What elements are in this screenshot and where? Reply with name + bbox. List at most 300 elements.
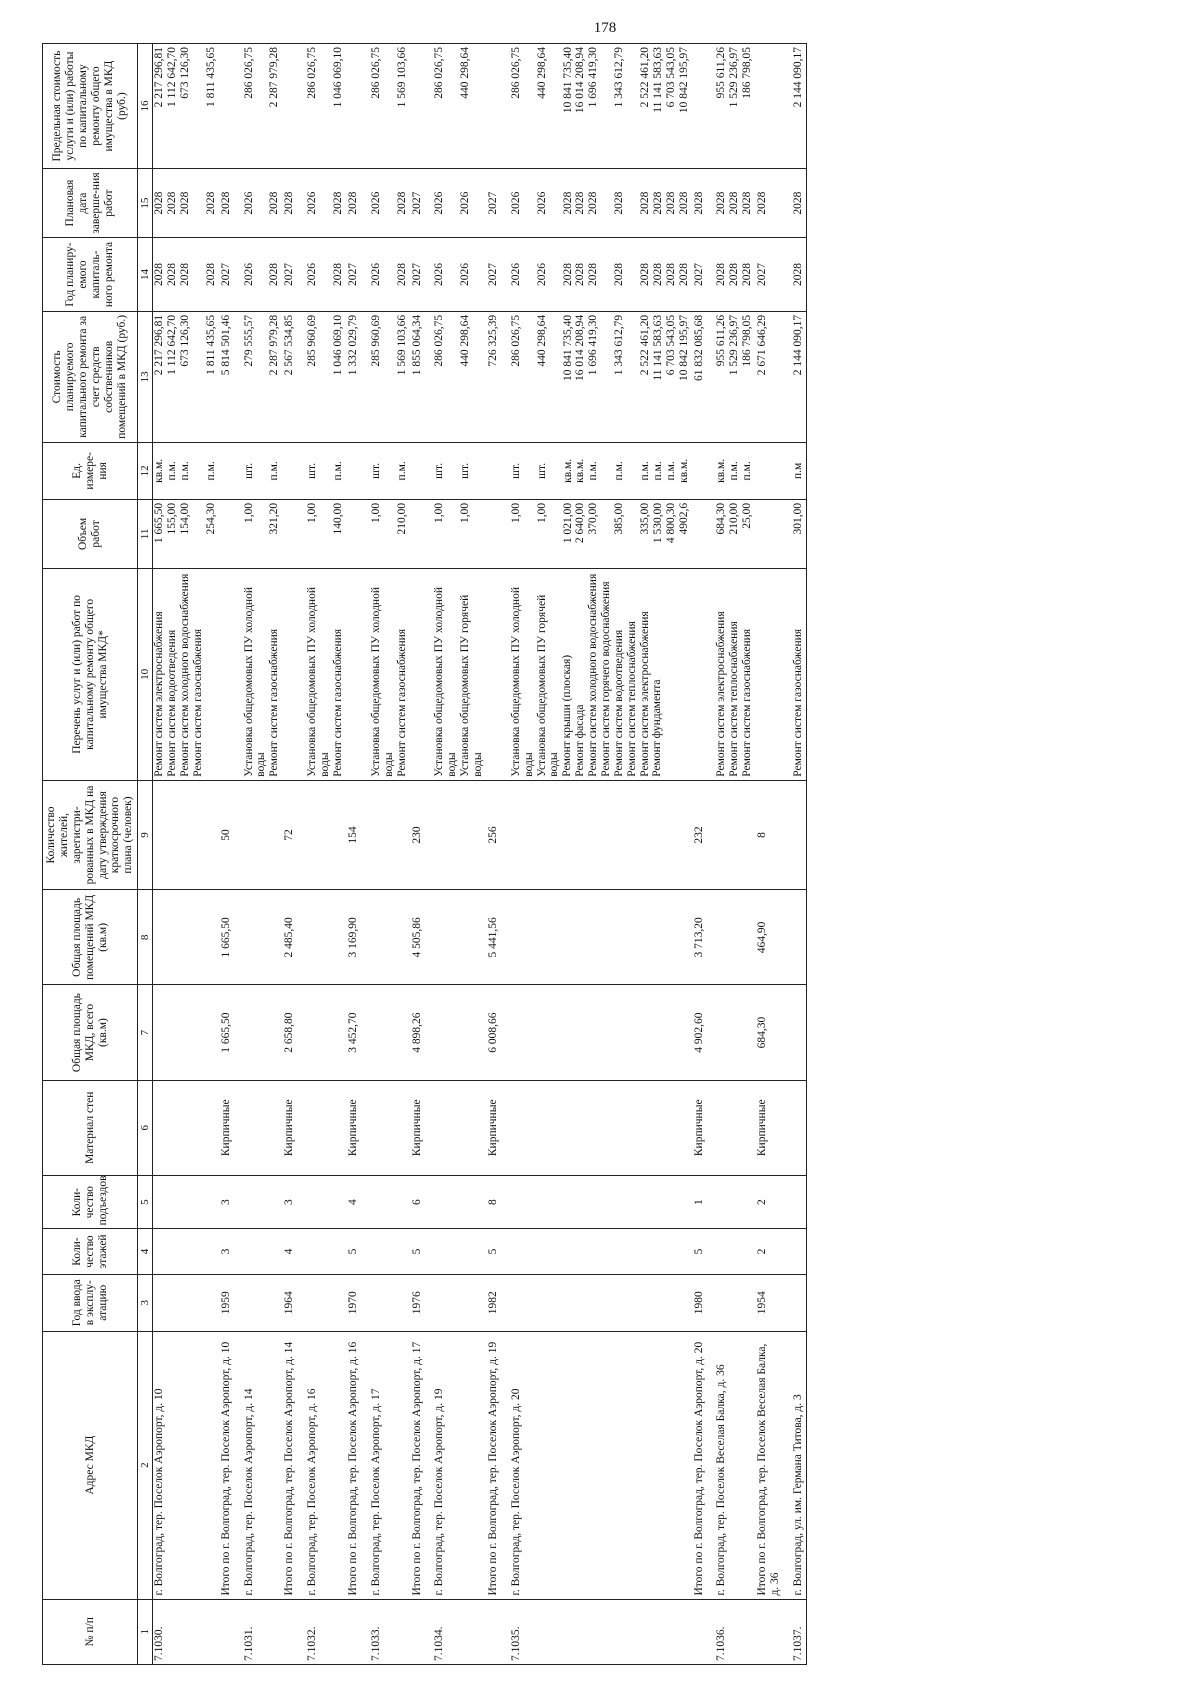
cell-line: шт. xyxy=(306,462,319,479)
cell-c15 xyxy=(433,169,486,238)
cell-c16 xyxy=(306,44,346,169)
column-number-row xyxy=(138,44,153,1665)
cell-line: 2028 xyxy=(791,263,804,286)
cell-line: шт. xyxy=(369,462,382,479)
cell-c6 xyxy=(792,1080,806,1175)
cell-c1: 7.1034. xyxy=(433,1599,486,1664)
cell-line: 2028 xyxy=(664,191,677,215)
cell-c15 xyxy=(370,169,410,238)
cell-line: 955 611,26 xyxy=(715,47,728,99)
cell-line: 2027 xyxy=(486,191,499,215)
column-number: 1 xyxy=(138,1599,153,1664)
column-header: Адрес МКД xyxy=(43,1331,138,1599)
column-number: 6 xyxy=(138,1080,153,1175)
cell-c6: Кирпичные xyxy=(692,1080,716,1175)
cell-c15 xyxy=(306,169,346,238)
cell-line: 1 811 435,65 xyxy=(204,47,217,107)
cell-line: п.м. xyxy=(178,461,191,481)
cell-c6: Кирпичные xyxy=(486,1080,510,1175)
cell-c15 xyxy=(510,169,692,238)
cell-c9: 50 xyxy=(219,780,243,889)
cell-c5 xyxy=(153,1175,219,1229)
cell-c7 xyxy=(370,985,410,1080)
cell-c13 xyxy=(715,311,755,442)
cell-line: п.м. xyxy=(395,461,408,481)
column-number: 4 xyxy=(138,1229,153,1274)
cell-c2: Итого по г. Волгоград, тер. Поселок Веселая Балка, д. 36 xyxy=(755,1331,792,1599)
column-header: Объем работ xyxy=(43,499,138,568)
cell-c4 xyxy=(510,1229,692,1274)
cell-c14 xyxy=(692,238,716,312)
cell-c16 xyxy=(715,44,755,169)
cell-c4: 5 xyxy=(692,1229,716,1274)
cell-c8 xyxy=(510,890,692,985)
cell-line: 2027 xyxy=(410,263,423,286)
cell-c16 xyxy=(792,44,806,169)
cell-line: Ремонт систем газоснабжения xyxy=(268,628,281,777)
total-row xyxy=(346,44,370,1665)
cell-c1: 7.1033. xyxy=(370,1599,410,1664)
cell-c10 xyxy=(282,568,306,780)
cell-line: 2026 xyxy=(306,263,319,286)
cell-line: 2 522 461,20 xyxy=(639,47,651,108)
cell-c9: 8 xyxy=(755,780,792,889)
cell-c4: 4 xyxy=(282,1229,306,1274)
cell-line: 2028 xyxy=(651,263,664,286)
cell-line: 2026 xyxy=(509,263,522,286)
address-row xyxy=(306,44,346,1665)
cell-line: 2026 xyxy=(459,191,472,215)
cell-c11 xyxy=(370,499,410,568)
address-row xyxy=(792,44,806,1665)
cell-c1 xyxy=(692,1599,716,1664)
cell-c16 xyxy=(755,44,792,169)
cell-line: Установка общедомовых ПУ холодной воды xyxy=(509,587,535,777)
cell-c12 xyxy=(792,442,806,499)
cell-c6 xyxy=(370,1080,410,1175)
cell-c3: 1954 xyxy=(755,1274,792,1331)
cell-line: 1 332 029,79 xyxy=(346,314,359,376)
cell-c5 xyxy=(370,1175,410,1229)
cell-c14 xyxy=(370,238,410,312)
cell-c6 xyxy=(510,1080,692,1175)
cell-c14 xyxy=(282,238,306,312)
cell-line: 140,00 xyxy=(332,502,344,535)
cell-line: 2026 xyxy=(535,263,548,286)
cell-c1 xyxy=(346,1599,370,1664)
cell-line: 2028 xyxy=(741,263,754,286)
cell-line: 4902,6 xyxy=(677,502,690,535)
cell-c8: 3 169,90 xyxy=(346,890,370,985)
cell-c5: 6 xyxy=(410,1175,434,1229)
cell-c3: 1982 xyxy=(486,1274,510,1331)
cell-line: Ремонт систем холодного водоснабжения xyxy=(178,573,191,777)
cell-c16 xyxy=(510,44,692,169)
cell-c7 xyxy=(510,985,692,1080)
cell-line: 1,00 xyxy=(369,502,382,524)
page-number: 178 xyxy=(593,20,617,36)
cell-c10 xyxy=(792,568,806,780)
cell-c9 xyxy=(433,780,486,889)
cell-c2: г. Волгоград, ул. им. Германа Титова, д. 3 xyxy=(792,1331,806,1599)
cell-line: 1 811 435,65 xyxy=(204,314,217,375)
cell-c8: 464,90 xyxy=(755,890,792,985)
cell-line: 286 026,75 xyxy=(433,314,446,367)
cell-line: 2028 xyxy=(587,263,600,286)
address-row xyxy=(510,44,692,1665)
column-number: 5 xyxy=(138,1175,153,1229)
column-number: 3 xyxy=(138,1274,153,1331)
cell-c8: 1 665,50 xyxy=(219,890,243,985)
cell-line: 1 696 419,30 xyxy=(587,314,600,376)
cell-c2: г. Волгоград, тер. Поселок Аэропорт, д. 20 xyxy=(510,1331,692,1599)
cell-c14 xyxy=(243,238,283,312)
cell-line: 2028 xyxy=(639,191,651,215)
cell-line: Установка общедомовых ПУ холодной воды xyxy=(433,587,459,777)
cell-c2: г. Волгоград, тер. Поселок Аэропорт, д. 16 xyxy=(306,1331,346,1599)
cell-c11 xyxy=(792,499,806,568)
cell-c1: 7.1035. xyxy=(510,1599,692,1664)
cell-c9 xyxy=(510,780,692,889)
cell-c4 xyxy=(792,1229,806,1274)
cell-c13 xyxy=(370,311,410,442)
cell-c9: 232 xyxy=(692,780,716,889)
cell-c1: 7.1032. xyxy=(306,1599,346,1664)
cell-c14 xyxy=(715,238,755,312)
cell-line: 335,00 xyxy=(639,502,651,535)
cell-line: п.м. xyxy=(587,461,600,481)
cell-c8 xyxy=(792,890,806,985)
cell-c4: 5 xyxy=(486,1229,510,1274)
cell-line: 2027 xyxy=(283,263,296,286)
total-row xyxy=(692,44,716,1665)
cell-c5 xyxy=(792,1175,806,1229)
cell-line: 286 026,75 xyxy=(509,47,522,99)
cell-line: 2028 xyxy=(204,263,217,286)
column-header: Стоимость планируемого капитального ремонта за счет средств собственников помещений в МКД (руб.) xyxy=(43,311,138,442)
cell-line: 2028 xyxy=(268,191,281,215)
cell-c15 xyxy=(282,169,306,238)
cell-line: 2028 xyxy=(715,191,728,215)
column-header: Год планиру-емого капиталь-ного ремонта xyxy=(43,238,138,312)
cell-line: 2 217 296,81 xyxy=(153,47,166,108)
cell-c12 xyxy=(219,442,243,499)
cell-line: 1 529 236,97 xyxy=(728,314,741,376)
cell-line: 2028 xyxy=(715,263,728,286)
cell-line: 1 569 103,66 xyxy=(395,314,408,376)
cell-c12 xyxy=(486,442,510,499)
cell-c14 xyxy=(219,238,243,312)
address-row xyxy=(433,44,486,1665)
cell-line: 1 343 612,79 xyxy=(613,47,626,108)
cell-c15 xyxy=(755,169,792,238)
cell-line: Ремонт крыши (плоская) xyxy=(561,654,574,777)
cell-line: 2028 xyxy=(561,191,574,215)
cell-line: п.м. xyxy=(639,461,651,481)
cell-c6: Кирпичные xyxy=(346,1080,370,1175)
cell-c6: Кирпичные xyxy=(755,1080,792,1175)
cell-c12 xyxy=(715,442,755,499)
cell-c10 xyxy=(370,568,410,780)
cell-line: 10 842 195,97 xyxy=(677,47,690,114)
cell-c3 xyxy=(715,1274,755,1331)
cell-c6 xyxy=(433,1080,486,1175)
cell-c9: 154 xyxy=(346,780,370,889)
cell-line: 1 855 064,34 xyxy=(410,314,423,376)
header-row xyxy=(43,44,138,1665)
cell-line: 440 298,64 xyxy=(535,47,548,99)
cell-line: 2028 xyxy=(178,263,191,286)
cell-line: 1 046 069,10 xyxy=(332,47,344,108)
cell-line: 2028 xyxy=(561,263,574,286)
total-row xyxy=(755,44,792,1665)
cell-line: 2027 xyxy=(346,263,359,286)
cell-c11 xyxy=(306,499,346,568)
cell-line: 2026 xyxy=(433,263,446,286)
cell-c5: 3 xyxy=(219,1175,243,1229)
cell-c10 xyxy=(486,568,510,780)
cell-line: 6 703 543,05 xyxy=(664,314,677,376)
cell-c6: Кирпичные xyxy=(282,1080,306,1175)
cell-line: 2027 xyxy=(756,263,768,286)
cell-line: 10 842 195,97 xyxy=(677,314,690,382)
capital-repair-table xyxy=(42,43,807,1665)
cell-c7: 684,30 xyxy=(755,985,792,1080)
cell-line: 5 814 501,46 xyxy=(219,314,232,376)
cell-line: 440 298,64 xyxy=(535,314,548,367)
cell-line: 1 112 642,70 xyxy=(166,47,178,107)
cell-c11 xyxy=(153,499,219,568)
cell-line: 286 026,75 xyxy=(433,47,446,99)
cell-line: 1,00 xyxy=(306,502,319,524)
cell-c1 xyxy=(219,1599,243,1664)
cell-line: п.м. xyxy=(728,461,741,481)
cell-line: 2 287 979,28 xyxy=(268,47,281,108)
cell-line: 154,00 xyxy=(178,502,191,535)
cell-c4: 3 xyxy=(219,1229,243,1274)
cell-line: 279 555,57 xyxy=(242,314,255,367)
column-header: Общая площадь МКД, всего (кв.м) xyxy=(43,985,138,1080)
cell-line: 2 640,00 xyxy=(574,502,587,544)
cell-c7: 4 898,26 xyxy=(410,985,434,1080)
cell-line: 16 014 208,94 xyxy=(574,47,587,114)
cell-line: 2026 xyxy=(369,191,382,215)
column-header: Год ввода в эксплу-атацию xyxy=(43,1274,138,1331)
cell-line: 61 832 085,68 xyxy=(692,314,705,382)
cell-c1 xyxy=(282,1599,306,1664)
cell-line: п.м. xyxy=(204,461,217,481)
cell-c2: г. Волгоград, тер. Поселок Аэропорт, д. 14 xyxy=(243,1331,283,1599)
cell-line: 2028 xyxy=(587,191,600,215)
cell-c12 xyxy=(755,442,792,499)
cell-c7 xyxy=(153,985,219,1080)
cell-c15 xyxy=(715,169,755,238)
cell-c6: Кирпичные xyxy=(219,1080,243,1175)
cell-c13 xyxy=(346,311,370,442)
cell-line: 2028 xyxy=(692,191,705,215)
cell-c11 xyxy=(219,499,243,568)
cell-line: п.м. xyxy=(332,461,344,481)
cell-c13 xyxy=(755,311,792,442)
cell-line: 2028 xyxy=(153,263,166,286)
cell-line: 2028 xyxy=(395,263,408,286)
cell-line: 2028 xyxy=(791,191,804,215)
cell-c14 xyxy=(346,238,370,312)
cell-line: 4 800,30 xyxy=(664,502,677,544)
cell-line: 2028 xyxy=(332,263,344,286)
cell-c11 xyxy=(692,499,716,568)
cell-c8 xyxy=(370,890,410,985)
cell-c14 xyxy=(153,238,219,312)
cell-c7: 6 008,66 xyxy=(486,985,510,1080)
cell-line: 186 798,05 xyxy=(741,314,754,367)
cell-line: 2026 xyxy=(242,263,255,286)
cell-line: 2026 xyxy=(535,191,548,215)
column-number: 10 xyxy=(138,568,153,780)
cell-c16 xyxy=(410,44,434,169)
cell-c16 xyxy=(433,44,486,169)
cell-c12 xyxy=(282,442,306,499)
cell-c14 xyxy=(410,238,434,312)
total-row xyxy=(410,44,434,1665)
cell-c14 xyxy=(433,238,486,312)
cell-c8 xyxy=(243,890,283,985)
cell-c13 xyxy=(692,311,716,442)
cell-line: 1 021,00 xyxy=(561,502,574,544)
cell-c1 xyxy=(410,1599,434,1664)
cell-c4: 5 xyxy=(346,1229,370,1274)
column-header: Количество жителей, зарегистри-рованных в МКД на дату утверждения краткосрочного плана (человек) xyxy=(43,780,138,889)
cell-c13 xyxy=(433,311,486,442)
cell-line: 2028 xyxy=(166,263,178,286)
cell-c6: Кирпичные xyxy=(410,1080,434,1175)
cell-c15 xyxy=(410,169,434,238)
rotated-table-container xyxy=(42,43,1190,1665)
cell-line: шт. xyxy=(459,462,472,479)
column-header: № п/п xyxy=(43,1599,138,1664)
cell-c14 xyxy=(510,238,692,312)
cell-line: п.м. xyxy=(664,461,677,481)
cell-line: 2026 xyxy=(509,191,522,215)
table-header xyxy=(43,44,153,1665)
column-number: 8 xyxy=(138,890,153,985)
cell-line: Ремонт систем теплоснабжения xyxy=(625,621,638,777)
cell-c3: 1959 xyxy=(219,1274,243,1331)
cell-line: Ремонт фасада xyxy=(574,704,587,777)
address-row xyxy=(243,44,283,1665)
cell-line: п.м xyxy=(791,462,804,480)
cell-line: 2028 xyxy=(651,191,664,215)
cell-line: 2028 xyxy=(166,191,178,215)
cell-c11 xyxy=(433,499,486,568)
cell-line: Ремонт систем газоснабжения xyxy=(331,628,344,777)
cell-c8 xyxy=(306,890,346,985)
cell-line: 2028 xyxy=(283,191,296,215)
cell-c12 xyxy=(510,442,692,499)
cell-c4 xyxy=(306,1229,346,1274)
cell-c11 xyxy=(410,499,434,568)
cell-line: 210,00 xyxy=(728,502,741,535)
cell-line: 286 026,75 xyxy=(369,47,382,99)
cell-c7 xyxy=(715,985,755,1080)
cell-line: Ремонт систем газоснабжения xyxy=(395,628,408,777)
cell-line: 301,00 xyxy=(791,502,804,535)
cell-line: 440 298,64 xyxy=(459,314,472,367)
column-header: Материал стен xyxy=(43,1080,138,1175)
cell-line: 1 343 612,79 xyxy=(613,314,626,376)
cell-c8: 4 505,86 xyxy=(410,890,434,985)
cell-c3: 1964 xyxy=(282,1274,306,1331)
cell-line: 726 325,39 xyxy=(486,314,499,367)
cell-c3: 1980 xyxy=(692,1274,716,1331)
cell-line: 2 217 296,81 xyxy=(153,314,166,376)
cell-line: 2028 xyxy=(728,191,741,215)
cell-c13 xyxy=(243,311,283,442)
cell-c13 xyxy=(792,311,806,442)
cell-line: Установка общедомовых ПУ холодной воды xyxy=(369,587,395,777)
total-row xyxy=(486,44,510,1665)
cell-c14 xyxy=(792,238,806,312)
cell-c12 xyxy=(410,442,434,499)
cell-line: 370,00 xyxy=(587,502,600,535)
cell-line: Ремонт систем газоснабжения xyxy=(191,628,204,777)
cell-line: кв.м. xyxy=(561,458,574,483)
cell-line: 2028 xyxy=(332,191,344,215)
cell-line: 1 696 419,30 xyxy=(587,47,600,108)
cell-line: 11 141 583,63 xyxy=(651,47,664,113)
cell-c2: г. Волгоград, тер. Поселок Веселая Балка, д. 36 xyxy=(715,1331,755,1599)
cell-line: 385,00 xyxy=(613,502,626,535)
cell-c3 xyxy=(433,1274,486,1331)
cell-c7 xyxy=(306,985,346,1080)
column-header: Перечень услуг и (или) работ по капитальному ремонту общего имущества МКД* xyxy=(43,568,138,780)
cell-line: 2027 xyxy=(219,263,232,286)
cell-c12 xyxy=(370,442,410,499)
cell-line: 2028 xyxy=(664,263,677,286)
cell-line: 2028 xyxy=(219,191,232,215)
cell-c15 xyxy=(219,169,243,238)
cell-c15 xyxy=(486,169,510,238)
cell-line: Ремонт систем водоотведения xyxy=(166,629,178,777)
cell-c10 xyxy=(153,568,219,780)
cell-line: 2027 xyxy=(410,191,423,215)
cell-c16 xyxy=(282,44,306,169)
cell-c10 xyxy=(306,568,346,780)
cell-c12 xyxy=(153,442,219,499)
cell-c7: 1 665,50 xyxy=(219,985,243,1080)
cell-c5: 1 xyxy=(692,1175,716,1229)
cell-c4: 2 xyxy=(755,1229,792,1274)
cell-line: 2028 xyxy=(178,191,191,215)
table-body xyxy=(153,44,807,1665)
cell-line: 1,00 xyxy=(433,502,446,524)
cell-c12 xyxy=(306,442,346,499)
cell-line: 2028 xyxy=(677,263,690,286)
cell-c16 xyxy=(692,44,716,169)
cell-c13 xyxy=(153,311,219,442)
cell-c10 xyxy=(346,568,370,780)
cell-c8: 2 485,40 xyxy=(282,890,306,985)
cell-c7: 2 658,80 xyxy=(282,985,306,1080)
cell-c4 xyxy=(370,1229,410,1274)
cell-c4 xyxy=(153,1229,219,1274)
cell-line: 10 841 735,40 xyxy=(561,314,574,382)
cell-line: кв.м. xyxy=(153,458,166,483)
cell-c16 xyxy=(346,44,370,169)
column-header: Предельная стоимость услуги и (или) работы по капитальному ремонту общего имущества в МКД (руб.) xyxy=(43,44,138,169)
total-row xyxy=(219,44,243,1665)
cell-line: 2028 xyxy=(346,191,359,215)
